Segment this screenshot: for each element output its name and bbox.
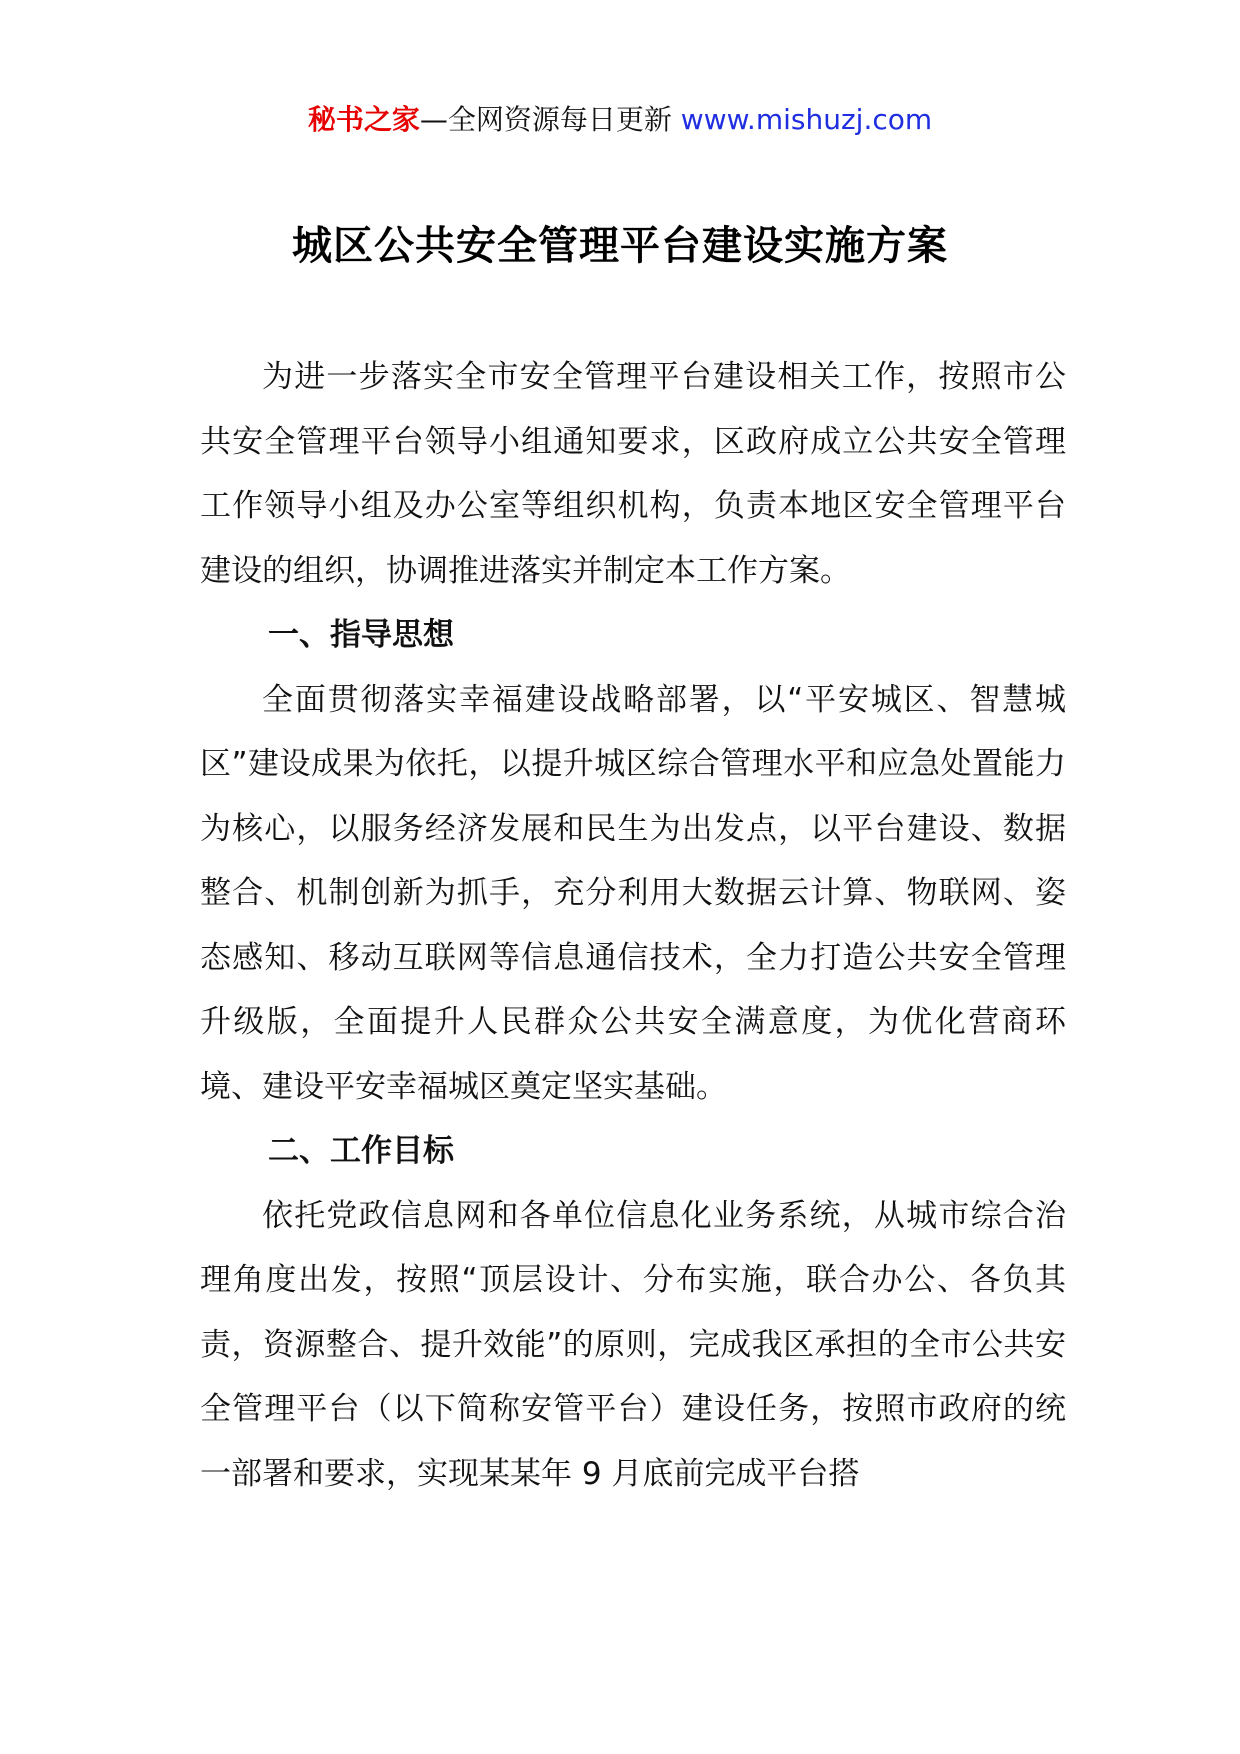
site-header	[0, 100, 1240, 140]
section-paragraph-guiding-ideology: 全面贯彻落实幸福建设战略部署，以“平安城区、智慧城区”建设成果为依托，以提升城区综合管理水平和应急处置能力为核心，以服务经济发展和民生为出发点，以平台建设、数据整合、机制创新为抓手，充分利用大数据云计算、物联网、姿态感知、移动互联网等信息通信技术，全力打造公共安全管理升级版，全面提升人民群众公共安全满意度，为优化营商环境、建设平安幸福城区奠定坚实基础。	[200, 681, 1066, 1105]
document-body	[200, 345, 1066, 1506]
section-heading-work-goals: 二、工作目标	[268, 1133, 454, 1169]
site-url-link[interactable]: www.mishuzj.com	[680, 103, 933, 136]
document-title: 城区公共安全管理平台建设实施方案	[292, 222, 948, 269]
section-paragraph-work-goals: 依托党政信息网和各单位信息化业务系统，从城市综合治理角度出发，按照“顶层设计、分布实施，联合办公、各负其责，资源整合、提升效能”的原则，完成我区承担的全市公共安全管理平台（以下简称安管平台）建设任务，按照市政府的统一部署和要求，实现某某年 9 月底前完成平台搭	[200, 1197, 1066, 1492]
intro-paragraph: 为进一步落实全市安全管理平台建设相关工作，按照市公共安全管理平台领导小组通知要求，区政府成立公共安全管理工作领导小组及办公室等组织机构，负责本地区安全管理平台建设的组织，协调推进落实并制定本工作方案。	[200, 359, 1066, 589]
site-brand: 秘书之家	[307, 103, 420, 136]
site-tagline: —全网资源每日更新	[419, 103, 672, 136]
section-heading-guiding-ideology: 一、指导思想	[268, 617, 454, 653]
